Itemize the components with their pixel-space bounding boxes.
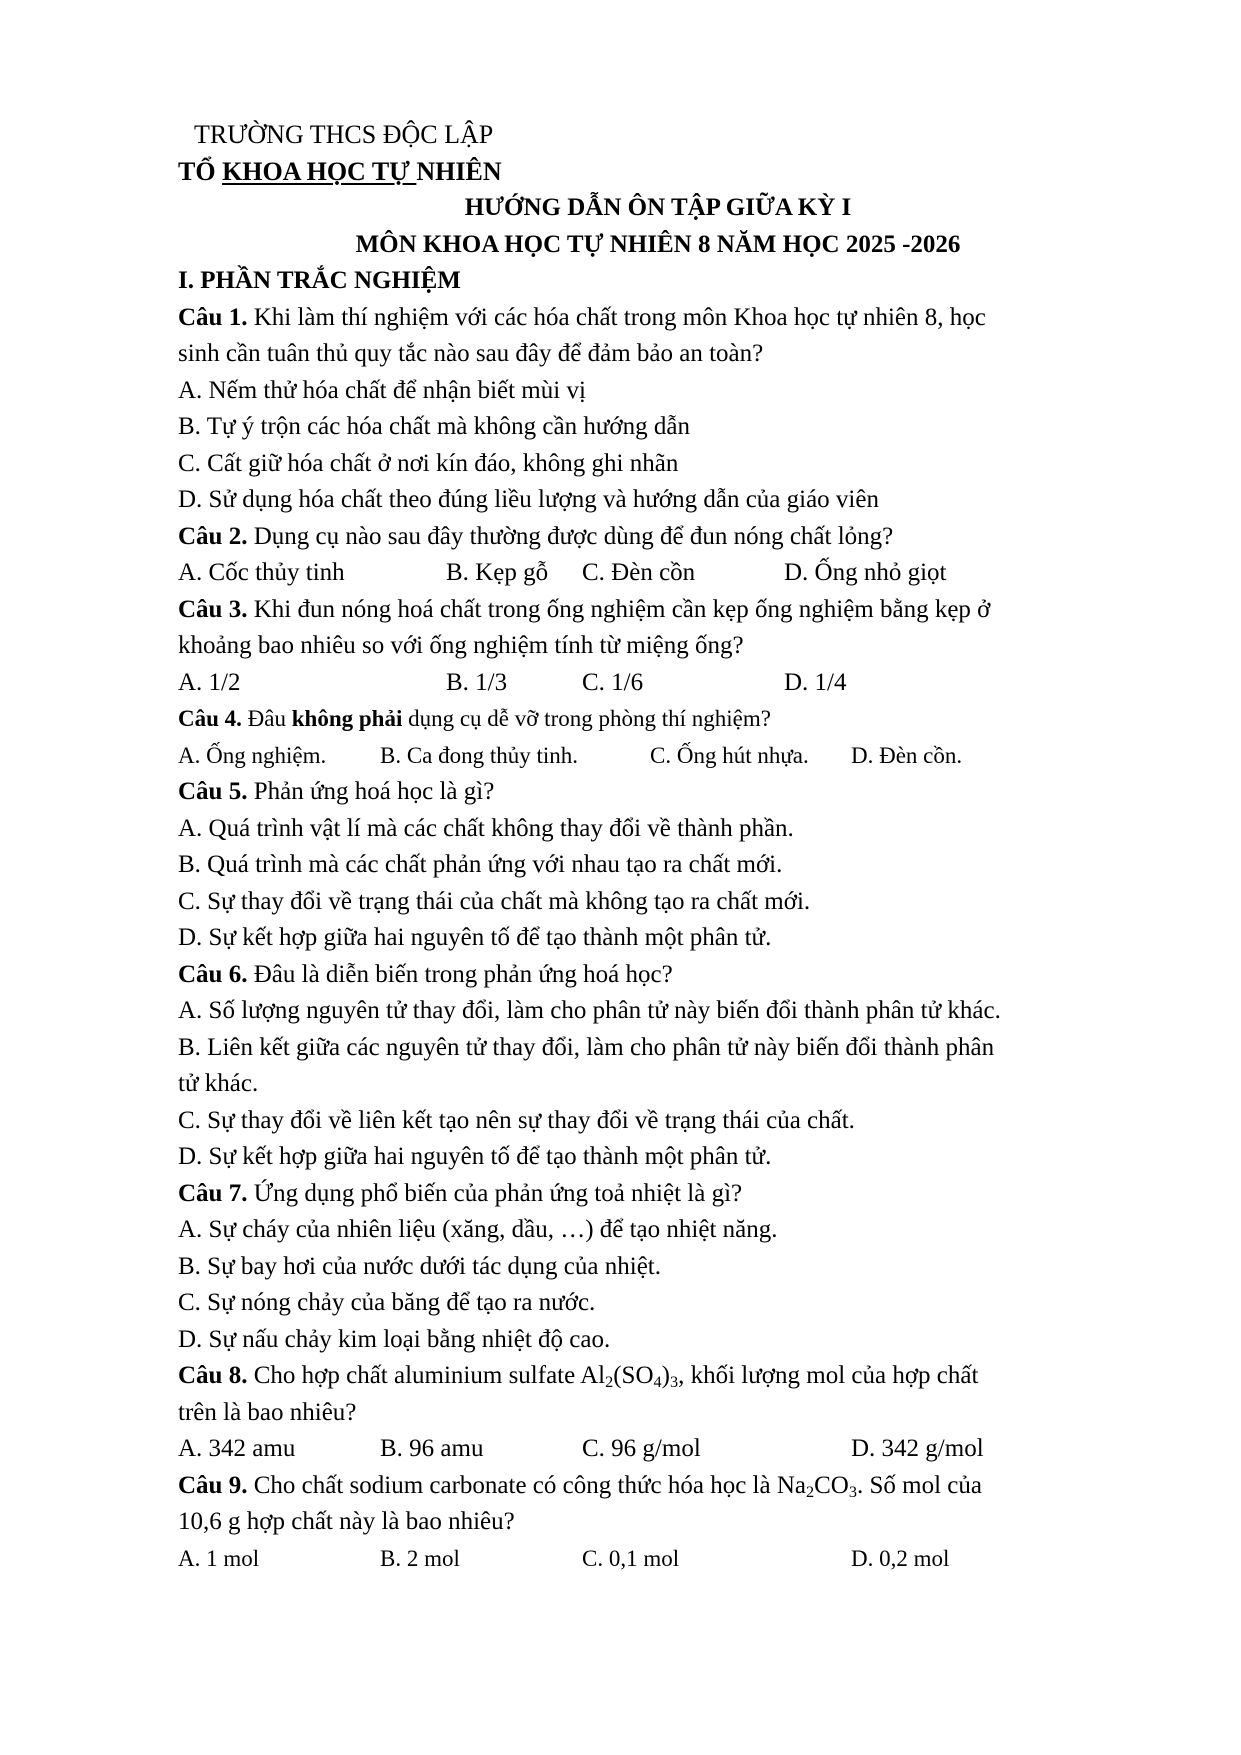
q4-option-b: B. Ca đong thủy tinh.	[380, 742, 579, 768]
q5-option-b: B. Quá trình mà các chất phản ứng với nhau tạo ra chất mới.	[178, 851, 783, 878]
question-4: Câu 4. Đâu không phải dụng cụ dễ vỡ trong phòng thí nghiệm?	[178, 706, 771, 731]
q2-option-d: D. Ống nhỏ giọt	[784, 559, 947, 586]
q1-option-d: D. Sử dụng hóa chất theo đúng liều lượng và hướng dẫn của giáo viên	[178, 486, 879, 513]
q7-option-c: C. Sự nóng chảy của băng để tạo ra nước.	[178, 1289, 596, 1316]
question-9-cont: 10,6 g hợp chất này là bao nhiêu?	[178, 1508, 515, 1535]
q2-option-c: C. Đèn cồn	[582, 559, 696, 586]
question-7: Câu 7. Ứng dụng phổ biến của phản ứng toả nhiệt là gì?	[178, 1179, 743, 1207]
q3-option-d: D. 1/4	[784, 668, 847, 696]
question-3: Câu 3. Khi đun nóng hoá chất trong ống nghiệm cần kẹp ống nghiệm bằng kẹp ở	[178, 595, 991, 623]
document-title: HƯỚNG DẪN ÔN TẬP GIỮA KỲ I	[464, 194, 852, 221]
q9-options	[178, 1541, 1138, 1578]
question-3-cont: khoảng bao nhiêu so với ống nghiệm tính từ miệng ống?	[178, 632, 744, 659]
q9-option-d: D. 0,2 mol	[851, 1545, 950, 1571]
q4-option-c: C. Ống hút nhựa.	[650, 742, 809, 768]
q6-option-b-cont: tử khác.	[178, 1070, 259, 1097]
q9-option-b: B. 2 mol	[380, 1545, 460, 1571]
document-subtitle: MÔN KHOA HỌC TỰ NHIÊN 8 NĂM HỌC 2025 -2026	[355, 230, 961, 258]
q7-option-b: B. Sự bay hơi của nước dưới tác dụng của nhiệt.	[178, 1252, 661, 1280]
document-content	[178, 117, 1138, 1577]
q1-option-b: B. Tự ý trộn các hóa chất mà không cần hướng dẫn	[178, 413, 690, 440]
question-9: Câu 9. Cho chất sodium carbonate có công thức hóa học là $Na_2CO_3$. Số mol của	[178, 1471, 982, 1501]
question-8: Câu 8. Cho hợp chất aluminium sulfate $Al_2(SO_4)_3$, khối lượng mol của hợp chất	[178, 1362, 979, 1392]
q3-option-c: C. 1/6	[582, 668, 644, 696]
q9-option-c: C. 0,1 mol	[582, 1545, 680, 1571]
q5-option-c: C. Sự thay đổi về trạng thái của chất mà không tạo ra chất mới.	[178, 887, 811, 915]
q6-option-d: D. Sự kết hợp giữa hai nguyên tố để tạo thành một phân tử.	[178, 1143, 772, 1170]
q6-option-c: C. Sự thay đổi về liên kết tạo nên sự thay đổi về trạng thái của chất.	[178, 1106, 855, 1134]
q3-option-b: B. 1/3	[446, 668, 508, 696]
question-1-cont: sinh cần tuân thủ quy tắc nào sau đây để đảm bảo an toàn?	[178, 340, 764, 367]
q7-option-d: D. Sự nấu chảy kim loại bằng nhiệt độ cao.	[178, 1325, 611, 1353]
section-heading: I. PHẦN TRẮC NGHIỆM	[178, 267, 461, 294]
question-8-cont: trên là bao nhiêu?	[178, 1398, 357, 1426]
q1-option-a: A. Nếm thử hóa chất để nhận biết mùi vị	[178, 376, 586, 404]
q5-option-a: A. Quá trình vật lí mà các chất không thay đổi về thành phần.	[178, 814, 794, 842]
q4-option-a: A. Ống nghiệm.	[178, 742, 327, 768]
q6-option-b: B. Liên kết giữa các nguyên tử thay đổi, làm cho phân tử này biến đổi thành phân	[178, 1033, 995, 1061]
q9-option-a: A. 1 mol	[178, 1545, 260, 1571]
q7-option-a: A. Sự cháy của nhiên liệu (xăng, dầu, …) để tạo nhiệt năng.	[178, 1216, 778, 1243]
q8-option-c: C. 96 g/mol	[582, 1435, 701, 1462]
question-6: Câu 6. Đâu là diễn biến trong phản ứng hoá học?	[178, 960, 673, 988]
q4-options	[178, 738, 1138, 775]
q5-option-d: D. Sự kết hợp giữa hai nguyên tố để tạo thành một phân tử.	[178, 924, 772, 951]
q2-options	[178, 555, 1138, 592]
q4-option-d: D. Đèn cồn.	[851, 742, 963, 768]
school-name: TRƯỜNG THCS ĐỘC LẬP	[194, 120, 494, 149]
q2-option-a: A. Cốc thủy tinh	[178, 559, 345, 586]
department-name: TỔ KHOA HỌC TỰ NHIÊN	[178, 156, 502, 186]
q6-option-a: A. Số lượng nguyên tử thay đổi, làm cho phân tử này biến đổi thành phân tử khác.	[178, 997, 1001, 1024]
question-5: Câu 5. Phản ứng hoá học là gì?	[178, 778, 495, 805]
q3-options	[178, 665, 1138, 702]
question-2: Câu 2. Dụng cụ nào sau đây thường được dùng để đun nóng chất lỏng?	[178, 522, 894, 550]
q8-option-d: D. 342 g/mol	[851, 1435, 984, 1462]
q1-option-c: C. Cất giữ hóa chất ở nơi kín đáo, không ghi nhãn	[178, 449, 679, 477]
q3-option-a: A. 1/2	[178, 668, 241, 696]
q8-option-a: A. 342 amu	[178, 1435, 296, 1462]
q8-option-b: B. 96 amu	[380, 1435, 484, 1462]
q8-options	[178, 1431, 1138, 1468]
question-1: Câu 1. Khi làm thí nghiệm với các hóa chất trong môn Khoa học tự nhiên 8, học	[178, 303, 986, 331]
q2-option-b: B. Kẹp gỗ	[446, 559, 549, 586]
